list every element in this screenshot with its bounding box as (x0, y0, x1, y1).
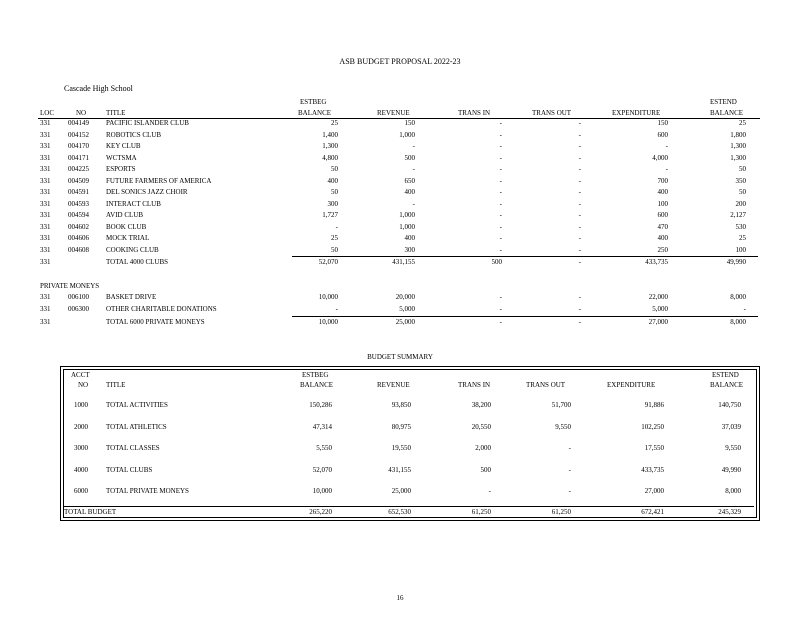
cell-loc: 331 (40, 153, 51, 162)
cell-tout: - (578, 153, 581, 162)
cell-rev: 431,155 (392, 258, 415, 266)
cell-exp: 27,000 (644, 487, 664, 495)
cell-beg: 300 (327, 199, 338, 208)
cell-tout: - (578, 130, 581, 139)
header-expenditure: EXPENDITURE (612, 109, 661, 117)
cell-rev: 1,000 (399, 222, 415, 231)
cell-tin: - (499, 245, 502, 254)
cell-title: ESPORTS (106, 165, 136, 173)
cell-rev: 400 (404, 234, 415, 242)
cell-end: 350 (735, 176, 746, 185)
cell-no: 004171 (68, 153, 89, 162)
cell-no: 4000 (74, 465, 88, 474)
club-total-row (0, 257, 800, 268)
summary-row (0, 422, 800, 433)
cell-beg: - (335, 305, 338, 313)
cell-loc: 331 (40, 119, 51, 127)
cell-exp: 700 (657, 176, 668, 185)
cell-rev: 431,155 (388, 465, 411, 474)
cell-end: 8,000 (730, 318, 746, 326)
cell-beg: 10,000 (318, 293, 338, 301)
cell-no: 1000 (74, 401, 88, 409)
header-estend: ESTEND (710, 98, 737, 106)
cell-loc: 331 (40, 165, 51, 173)
cell-exp: 433,735 (645, 258, 668, 266)
header-balance: BALANCE (298, 109, 332, 117)
cell-title: TOTAL ATHLETICS (106, 422, 167, 431)
club-row (0, 222, 800, 233)
cell-exp: 672,421 (641, 508, 664, 516)
cell-beg: 52,070 (318, 258, 338, 266)
cell-rev: 1,000 (399, 130, 415, 139)
cell-rev: - (412, 142, 415, 150)
cell-rev: 300 (404, 245, 415, 254)
cell-loc: 331 (40, 199, 51, 208)
cell-beg: 1,727 (322, 211, 338, 219)
header-loc: LOC (40, 109, 54, 117)
club-row (0, 210, 800, 221)
cell-title: COOKING CLUB (106, 245, 159, 254)
private-row (0, 292, 800, 303)
cell-tin: 2,000 (475, 444, 491, 452)
cell-rev: 93,850 (391, 401, 411, 409)
cell-loc: 331 (40, 305, 51, 313)
summary-row (0, 443, 800, 454)
cell-tin: - (499, 199, 502, 208)
cell-rev: 19,550 (391, 444, 411, 452)
cell-tout: - (578, 305, 581, 313)
cell-end: 200 (735, 199, 746, 208)
cell-loc: 331 (40, 258, 51, 266)
cell-tin: - (499, 211, 502, 219)
cell-title: DEL SONICS JAZZ CHOIR (106, 188, 188, 196)
header-no: NO (76, 109, 87, 117)
cell-rev: - (412, 165, 415, 173)
cell-no: 6000 (74, 487, 88, 495)
cell-loc: 331 (40, 130, 51, 139)
cell-loc: 331 (40, 234, 51, 242)
summary-header-estbeg: ESTBEG (302, 371, 329, 379)
cell-exp: 250 (657, 245, 668, 254)
cell-tin: - (499, 293, 502, 301)
cell-loc: 331 (40, 318, 51, 326)
cell-end: - (743, 305, 746, 313)
header-trans-in: TRANS IN (458, 109, 491, 117)
cell-tin: - (499, 188, 502, 196)
cell-tout: - (578, 119, 581, 127)
cell-tin: 38,200 (471, 401, 491, 409)
page-number: 16 (396, 594, 404, 602)
cell-tin: 20,550 (471, 422, 491, 431)
cell-rev: 5,000 (399, 305, 415, 313)
summary-header-trans-in: TRANS IN (458, 381, 491, 389)
cell-end: 245,329 (718, 508, 741, 516)
summary-header-balance: BALANCE (300, 381, 334, 389)
cell-title: INTERACT CLUB (106, 199, 161, 208)
cell-rev: 150 (404, 119, 415, 127)
cell-end: 49,990 (726, 258, 746, 266)
cell-rev: - (412, 199, 415, 208)
cell-exp: 17,550 (644, 444, 664, 452)
cell-end: 49,990 (721, 465, 741, 474)
cell-exp: 27,000 (648, 318, 668, 326)
cell-beg: 5,550 (316, 444, 332, 452)
cell-exp: 4,000 (652, 153, 668, 162)
cell-no: 004594 (68, 211, 89, 219)
cell-tin: - (499, 176, 502, 185)
cell-exp: 400 (657, 188, 668, 196)
summary-header-estend: ESTEND (712, 371, 739, 379)
club-row (0, 118, 800, 129)
cell-exp: 470 (657, 222, 668, 231)
cell-tout: - (578, 293, 581, 301)
summary-row (0, 400, 800, 411)
club-row (0, 164, 800, 175)
cell-tout: - (578, 176, 581, 185)
summary-header-no: NO (78, 381, 89, 389)
cell-end: 140,750 (718, 401, 741, 409)
summary-row (0, 486, 800, 497)
private-row (0, 304, 800, 315)
header-estbeg: ESTBEG (300, 98, 327, 106)
cell-rev: 650 (404, 176, 415, 185)
cell-end: 50 (739, 165, 746, 173)
cell-no: 004608 (68, 245, 89, 254)
cell-tout: - (578, 222, 581, 231)
cell-tout: - (578, 188, 581, 196)
private-moneys-label: PRIVATE MONEYS (40, 282, 100, 290)
cell-loc: 331 (40, 293, 51, 301)
cell-tout: - (568, 487, 571, 495)
cell-beg: 150,286 (309, 401, 332, 409)
cell-loc: 331 (40, 211, 51, 219)
cell-exp: 600 (657, 130, 668, 139)
cell-tin: - (499, 153, 502, 162)
club-row (0, 199, 800, 210)
club-row (0, 176, 800, 187)
cell-end: 530 (735, 222, 746, 231)
cell-rev: 1,000 (399, 211, 415, 219)
cell-exp: 5,000 (652, 305, 668, 313)
header-trans-out: TRANS OUT (532, 109, 572, 117)
cell-no: 004225 (68, 165, 89, 173)
cell-beg: 265,220 (309, 508, 332, 516)
cell-tin: - (499, 305, 502, 313)
cell-title: WCTSMA (106, 153, 137, 162)
cell-title: TOTAL BUDGET (64, 508, 117, 516)
cell-no: 004593 (68, 199, 89, 208)
cell-end: 37,039 (721, 422, 741, 431)
cell-end: 8,000 (725, 487, 741, 495)
cell-no: 004606 (68, 234, 89, 242)
cell-title: FUTURE FARMERS OF AMERICA (106, 176, 212, 185)
document-title: ASB BUDGET PROPOSAL 2022-23 (339, 57, 461, 66)
cell-end: 100 (735, 245, 746, 254)
cell-tout: - (578, 199, 581, 208)
cell-exp: 91,886 (644, 401, 664, 409)
summary-header-trans-out: TRANS OUT (526, 381, 566, 389)
cell-end: 1,800 (730, 130, 746, 139)
cell-title: TOTAL 6000 PRIVATE MONEYS (106, 318, 205, 326)
cell-rev: 25,000 (395, 318, 415, 326)
cell-end: 8,000 (730, 293, 746, 301)
cell-no: 2000 (74, 422, 88, 431)
cell-no: 004602 (68, 222, 89, 231)
cell-tout: - (578, 258, 581, 266)
cell-beg: 50 (331, 165, 338, 173)
cell-end: 9,550 (725, 444, 741, 452)
cell-exp: 400 (657, 234, 668, 242)
cell-rev: 500 (404, 153, 415, 162)
cell-title: KEY CLUB (106, 142, 141, 150)
summary-row (0, 465, 800, 476)
header-balance-end: BALANCE (710, 109, 744, 117)
cell-end: 2,127 (730, 211, 746, 219)
cell-tout: - (578, 142, 581, 150)
cell-no: 004170 (68, 142, 89, 150)
cell-tout: - (578, 245, 581, 254)
club-row (0, 233, 800, 244)
cell-loc: 331 (40, 176, 51, 185)
cell-beg: - (335, 222, 338, 231)
cell-title: TOTAL ACTIVITIES (106, 401, 168, 409)
cell-exp: 150 (657, 119, 668, 127)
summary-title: BUDGET SUMMARY (367, 353, 433, 361)
cell-title: MOCK TRIAL (106, 234, 150, 242)
cell-tin: - (499, 318, 502, 326)
cell-title: TOTAL CLUBS (106, 465, 153, 474)
cell-exp: 22,000 (648, 293, 668, 301)
cell-title: BOOK CLUB (106, 222, 147, 231)
cell-tout: - (568, 465, 571, 474)
cell-title: BASKET DRIVE (106, 293, 157, 301)
cell-beg: 10,000 (312, 487, 332, 495)
cell-end: 25 (739, 119, 746, 127)
summary-header-expenditure: EXPENDITURE (607, 381, 656, 389)
cell-beg: 52,070 (312, 465, 332, 474)
cell-beg: 25 (331, 234, 338, 242)
cell-tin: 500 (491, 258, 502, 266)
cell-tout: - (578, 211, 581, 219)
cell-beg: 50 (331, 245, 338, 254)
cell-title: PACIFIC ISLANDER CLUB (106, 119, 189, 127)
cell-tin: - (499, 165, 502, 173)
cell-exp: 102,250 (641, 422, 664, 431)
cell-tin: - (499, 234, 502, 242)
cell-tin: 61,250 (471, 508, 491, 516)
header-revenue: REVENUE (377, 109, 410, 117)
school-name: Cascade High School (64, 84, 133, 93)
cell-tin: - (499, 119, 502, 127)
cell-end: 50 (739, 188, 746, 196)
cell-end: 1,300 (730, 142, 746, 150)
cell-title: TOTAL 4000 CLUBS (106, 258, 169, 266)
summary-header-revenue: REVENUE (377, 381, 410, 389)
cell-tin: 500 (480, 465, 491, 474)
cell-no: 006300 (68, 305, 89, 313)
cell-exp: 100 (657, 199, 668, 208)
cell-tin: - (499, 222, 502, 231)
cell-tout: 61,250 (551, 508, 571, 516)
cell-rev: 652,530 (388, 508, 411, 516)
cell-end: 1,300 (730, 153, 746, 162)
cell-title: ROBOTICS CLUB (106, 130, 162, 139)
cell-tin: - (488, 487, 491, 495)
summary-header-balance-end: BALANCE (710, 381, 744, 389)
cell-beg: 400 (327, 176, 338, 185)
cell-rev: 80,975 (391, 422, 411, 431)
cell-tout: - (578, 318, 581, 326)
header-title: TITLE (106, 109, 126, 117)
cell-beg: 47,314 (312, 422, 332, 431)
cell-rev: 20,000 (395, 293, 415, 301)
cell-no: 004149 (68, 119, 89, 127)
cell-exp: - (665, 165, 668, 173)
cell-no: 006100 (68, 293, 89, 301)
club-row (0, 141, 800, 152)
cell-exp: 433,735 (641, 465, 664, 474)
cell-no: 004509 (68, 176, 89, 185)
cell-no: 3000 (74, 444, 88, 452)
cell-title: TOTAL CLASSES (106, 444, 160, 452)
cell-tin: - (499, 142, 502, 150)
cell-beg: 50 (331, 188, 338, 196)
cell-beg: 4,800 (322, 153, 338, 162)
cell-tin: - (499, 130, 502, 139)
cell-tout: 9,550 (555, 422, 571, 431)
club-row (0, 130, 800, 141)
cell-loc: 331 (40, 188, 51, 196)
cell-no: 004152 (68, 130, 89, 139)
cell-tout: - (578, 165, 581, 173)
club-row (0, 153, 800, 164)
cell-tout: - (568, 444, 571, 452)
cell-rev: 25,000 (391, 487, 411, 495)
cell-beg: 1,300 (322, 142, 338, 150)
cell-title: AVID CLUB (106, 211, 144, 219)
cell-exp: 600 (657, 211, 668, 219)
summary-total (0, 507, 800, 518)
cell-beg: 1,400 (322, 130, 338, 139)
cell-loc: 331 (40, 142, 51, 150)
cell-exp: - (665, 142, 668, 150)
club-row (0, 187, 800, 198)
cell-rev: 400 (404, 188, 415, 196)
summary-header-acct: ACCT (71, 371, 90, 379)
cell-loc: 331 (40, 245, 51, 254)
cell-tout: - (578, 234, 581, 242)
cell-title: OTHER CHARITABLE DONATIONS (106, 305, 217, 313)
cell-beg: 10,000 (318, 318, 338, 326)
summary-header-title: TITLE (106, 381, 126, 389)
cell-loc: 331 (40, 222, 51, 231)
cell-title: TOTAL PRIVATE MONEYS (106, 487, 189, 495)
cell-tout: 51,700 (551, 401, 571, 409)
club-row (0, 245, 800, 256)
cell-beg: 25 (331, 119, 338, 127)
cell-no: 004591 (68, 188, 89, 196)
private-total-row (0, 317, 800, 328)
cell-end: 25 (739, 234, 746, 242)
